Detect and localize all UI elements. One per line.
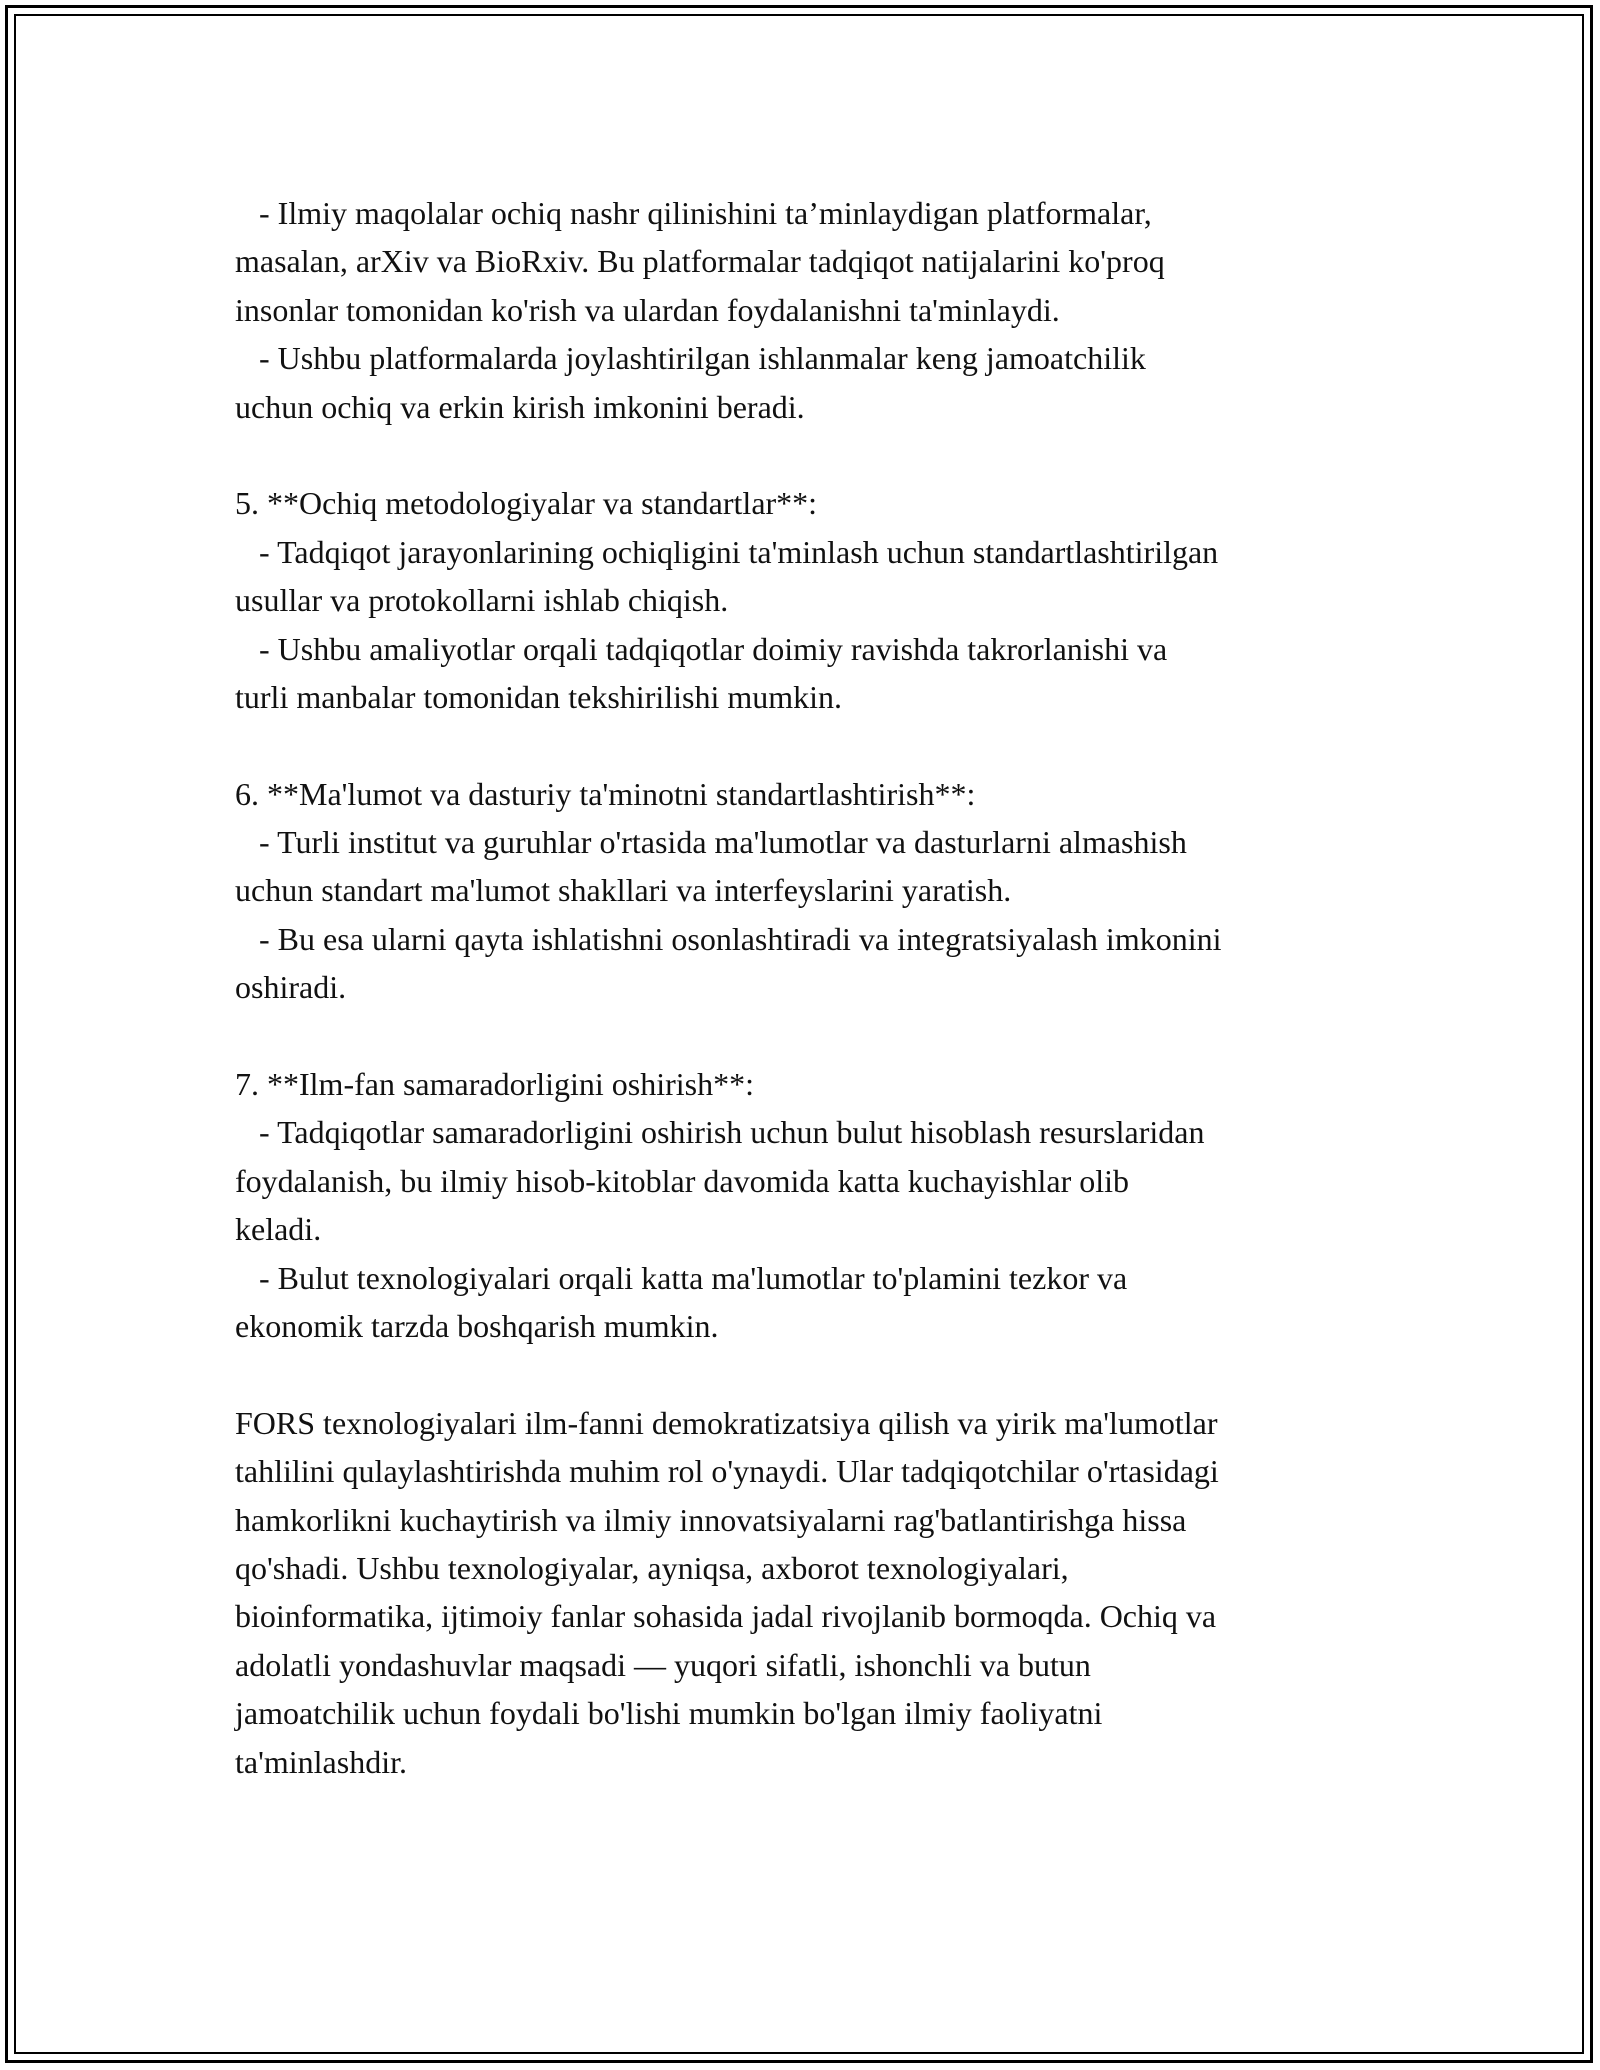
text-line: foydalanish, bu ilmiy hisob-kitoblar davomida katta kuchayishlar olib — [235, 1162, 1130, 1199]
text-line: adolatli yondashuvlar maqsadi — yuqori sifatli, ishonchli va butun — [235, 1646, 1091, 1683]
text-line: - Ilmiy maqolalar ochiq nashr qilinishini ta’minlaydigan platformalar, — [235, 195, 1152, 231]
bullet-item — [235, 1108, 1385, 1253]
text-line: - Ushbu platformalarda joylashtirilgan ishlanmalar keng jamoatchilik — [235, 340, 1146, 377]
text-line: masalan, arXiv va BioRxiv. Bu platformalar tadqiqot natijalarini ko'proq — [235, 243, 1165, 280]
text-line: - Turli institut va guruhlar o'rtasida ma'lumotlar va dasturlarni almashish — [235, 824, 1187, 861]
bullet-item — [235, 189, 1385, 334]
blank-line — [235, 431, 1385, 479]
text-line: ekonomik tarzda boshqarish mumkin. — [235, 1307, 719, 1344]
text-line: bioinformatika, ijtimoiy fanlar sohasida jadal rivojlanib bormoqda. Ochiq va — [235, 1598, 1217, 1635]
text-line: FORS texnologiyalari ilm-fanni demokratizatsiya qilish va yirik ma'lumotlar — [235, 1404, 1218, 1441]
text-line: usullar va protokollarni ishlab chiqish. — [235, 582, 729, 619]
paragraph — [235, 1399, 1385, 1786]
text-line: uchun ochiq va erkin kirish imkonini beradi. — [235, 388, 805, 425]
blank-line — [235, 1012, 1385, 1060]
text-line: keladi. — [235, 1211, 322, 1248]
bullet-item — [235, 334, 1385, 431]
text-line: - Tadqiqotlar samaradorligini oshirish uchun bulut hisoblash resurslaridan — [235, 1114, 1205, 1151]
bullet-item — [235, 915, 1385, 1012]
bullet-item — [235, 818, 1385, 915]
text-line: uchun standart ma'lumot shakllari va interfeyslarini yaratish. — [235, 872, 1012, 909]
section-heading — [235, 1060, 1385, 1108]
document-body — [235, 189, 1385, 1786]
section-heading — [235, 770, 1385, 818]
bullet-item — [235, 625, 1385, 722]
text-line: ta'minlashdir. — [235, 1743, 407, 1780]
text-line: tahlilini qulaylashtirishda muhim rol o'ynaydi. Ular tadqiqotchilar o'rtasidagi — [235, 1453, 1219, 1490]
text-line: insonlar tomonidan ko'rish va ulardan foydalanishni ta'minlaydi. — [235, 291, 1060, 328]
text-line: 7. **Ilm-fan samaradorligini oshirish**: — [235, 1066, 755, 1103]
text-line: 6. **Ma'lumot va dasturiy ta'minotni standartlashtirish**: — [235, 775, 976, 812]
text-line: - Bu esa ularni qayta ishlatishni osonlashtiradi va integratsiyalash imkonini — [235, 920, 1222, 957]
text-line: - Bulut texnologiyalari orqali katta ma'lumotlar to'plamini tezkor va — [235, 1259, 1128, 1296]
text-line: - Ushbu amaliyotlar orqali tadqiqotlar doimiy ravishda takrorlanishi va — [235, 630, 1168, 667]
text-line: oshiradi. — [235, 969, 347, 1006]
bullet-item — [235, 528, 1385, 625]
text-line: - Tadqiqot jarayonlarining ochiqligini ta'minlash uchun standartlashtirilgan — [235, 533, 1219, 570]
text-line: 5. **Ochiq metodologiyalar va standartlar**: — [235, 485, 818, 522]
blank-line — [235, 1350, 1385, 1398]
text-line: jamoatchilik uchun foydali bo'lishi mumkin bo'lgan ilmiy faoliyatni — [235, 1695, 1103, 1732]
text-line: hamkorlikni kuchaytirish va ilmiy innovatsiyalarni rag'batlantirishga hissa — [235, 1501, 1187, 1538]
text-line: qo'shadi. Ushbu texnologiyalar, ayniqsa, axborot texnologiyalari, — [235, 1549, 1069, 1586]
blank-line — [235, 721, 1385, 769]
section-heading — [235, 479, 1385, 527]
text-line: turli manbalar tomonidan tekshirilishi mumkin. — [235, 678, 843, 715]
bullet-item — [235, 1254, 1385, 1351]
